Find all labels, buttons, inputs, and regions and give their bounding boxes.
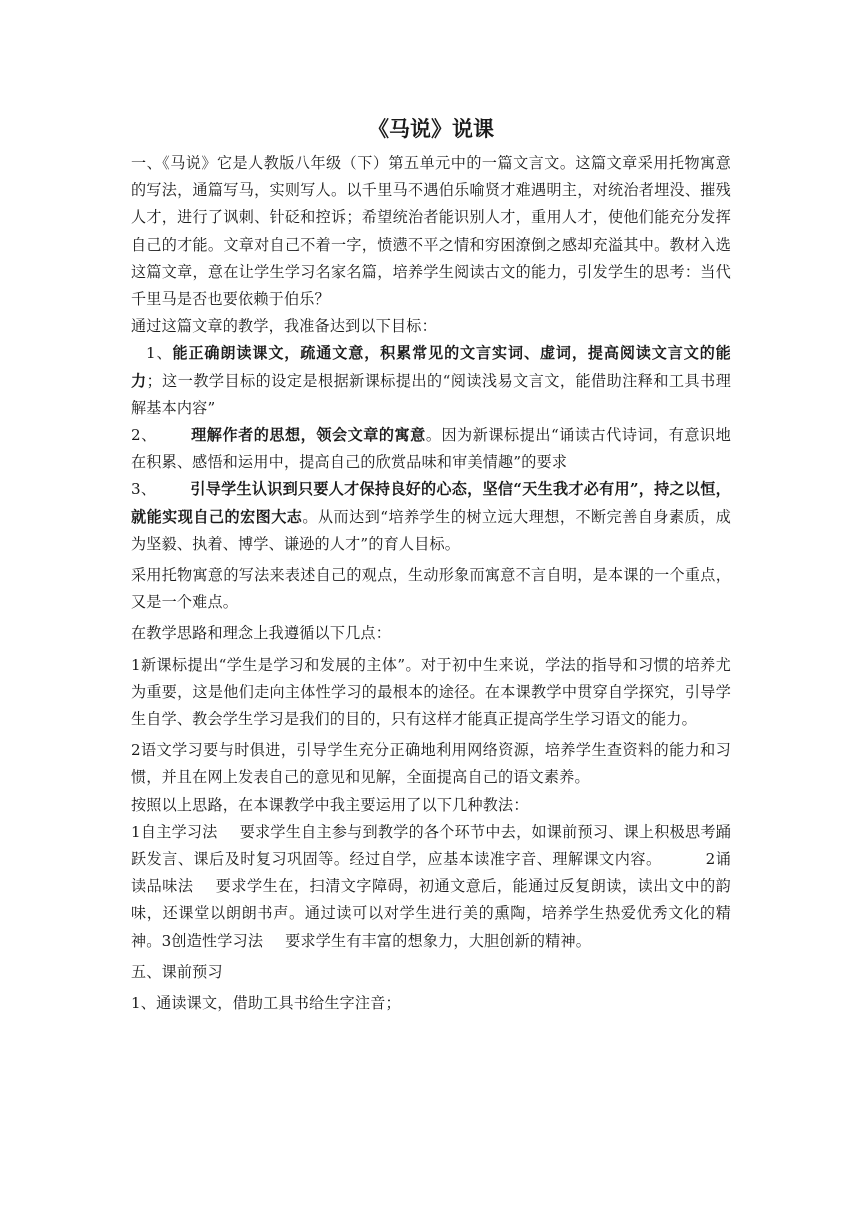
goal-2 xyxy=(131,422,731,476)
goal-3-number: 3、 xyxy=(131,480,157,499)
prep-1: 1、通读课文，借助工具书给生字注音； xyxy=(131,994,401,1013)
idea-1: 1新课标提出“学生是学习和发展的主体”。对于初中生来说，学法的指导和习惯的培养尤为重要，这是他们走向主体性学习的最根本的途径。在本课教学中贯穿自学探究，引导学生自学、教会学生学习是我们的目的，只有这样才能真正提高学生学习语文的能力。 xyxy=(131,655,731,729)
goal-3 xyxy=(131,476,731,558)
method-1-name: 1自主学习法 xyxy=(131,822,218,841)
goal-3-bold: 引导学生认识到只要人才保持良好的心态，坚信“天生我才必有用”，持之以恒，就能实现自己的宏图大志 xyxy=(131,480,731,526)
keypoint-paragraph: 采用托物寓意的写法来表述自己的观点，生动形象而寓意不言自明，是本课的一个重点，又是一个难点。 xyxy=(131,566,731,612)
goal-1-number: 1、 xyxy=(146,344,173,363)
ideas-lead: 在教学思路和理念上我遵循以下几点： xyxy=(131,624,391,643)
method-2-name: 2诵读品味法 xyxy=(131,850,731,896)
methods-paragraph xyxy=(131,819,731,955)
document-page xyxy=(131,108,731,1017)
method-3-name: 3创造性学习法 xyxy=(161,931,264,950)
method-3-text: 要求学生有丰富的想象力，大胆创新的精神。 xyxy=(285,931,592,950)
intro-paragraph: 一、《马说》它是人教版八年级（下）第五单元中的一篇文言文。这篇文章采用托物寓意的写法，通篇写马，实则写人。以千里马不遇伯乐喻贤才难遇明主，对统治者埋没、摧残人才，进行了讽刺、针砭和控诉；希望统治者能识别人才，重用人才，使他们能充分发挥自己的才能。文章对自己不着一字，愤懑不平之情和穷困潦倒之感却充溢其中。教材入选这篇文章，意在让学生学习名家名篇，培养学生阅读古文的能力，引发学生的思考：当代千里马是否也要依赖于伯乐？ xyxy=(131,154,731,309)
method-2-text: 要求学生在，扫清文字障碍，初通文意后，能通过反复朗读，读出文中的韵味，还课堂以朗朗书声。通过读可以对学生进行美的熏陶，培养学生热爱优秀文化的精神。 xyxy=(131,877,731,950)
goal-1-text: ；这一教学目标的设定是根据新课标提出的“阅读浅易文言文，能借助注释和工具书理解基本内容” xyxy=(131,371,732,417)
idea-2: 2语文学习要与时俱进，引导学生充分正确地利用网络资源，培养学生查资料的能力和习惯，并且在网上发表自己的意见和见解，全面提高自己的语文素养。 xyxy=(131,741,731,787)
goals-lead: 通过这篇文章的教学，我准备达到以下目标： xyxy=(131,317,437,336)
goal-1-bold: 能正确朗读课文，疏通文意，积累常见的文言实词、虚词，提高阅读文言文的能力 xyxy=(131,344,731,390)
document-title: 《马说》说课 xyxy=(368,116,494,141)
goal-2-bold: 理解作者的思想，领会文章的寓意 xyxy=(190,426,426,445)
goal-2-text: 。因为新课标提出“诵读古代诗词，有意识地在积累、感悟和运用中，提高自己的欣赏品味和审美情趣”的要求 xyxy=(131,426,731,472)
methods-lead: 按照以上思路，在本课教学中我主要运用了以下几种教法： xyxy=(131,795,529,814)
method-1-text: 要求学生自主参与到教学的各个环节中去，如课前预习、课上积极思考踊跃发言、课后及时复习巩固等。经过自学，应基本读准字音、理解课文内容。 xyxy=(131,822,731,869)
section-5-heading: 五、课前预习 xyxy=(131,962,223,981)
goal-1 xyxy=(131,340,731,422)
goal-2-number: 2、 xyxy=(131,426,157,445)
goal-3-text: 。从而达到“培养学生的树立远大理想，不断完善自身素质，成为坚毅、执着、博学、谦逊的人才”的育人目标。 xyxy=(131,507,731,553)
